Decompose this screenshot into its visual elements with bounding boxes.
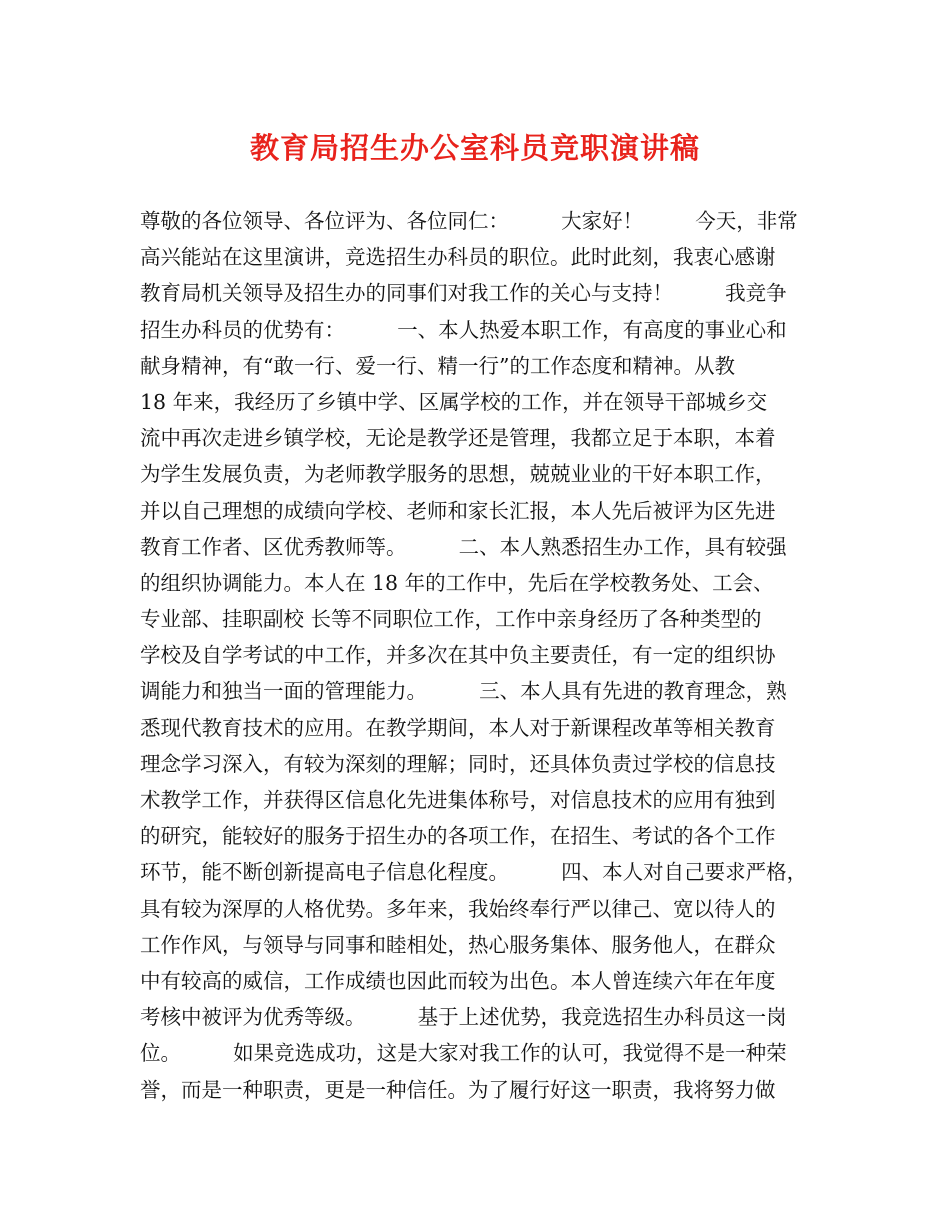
body-line: 尊敬的各位领导、各位评为、各位同仁： 大家好！ 今天，非常 <box>140 209 798 233</box>
body-line: 的组织协调能力。本人在 18 年的工作中，先后在学校教务处、工会、 <box>140 570 774 595</box>
body-line: 高兴能站在这里演讲，竞选招生办科员的职位。此时此刻，我衷心感谢 <box>140 245 776 270</box>
body-line: 悉现代教育技术的应用。在教学期间，本人对于新课程改革等相关教育 <box>140 715 776 740</box>
body-line: 献身精神，有“敢一行、爱一行、精一行”的工作态度和精神。从教 <box>140 353 735 378</box>
body-line: 教育工作者、区优秀教师等。 二、本人熟悉招生办工作，具有较强 <box>140 534 787 559</box>
body-line: 具有较为深厚的人格优势。多年来，我始终奉行严以律己、宽以待人的 <box>140 896 776 921</box>
body-line: 并以自己理想的成绩向学校、老师和家长汇报，本人先后被评为区先进 <box>140 498 776 523</box>
body-line: 誉，而是一种职责，更是一种信任。为了履行好这一职责，我将努力做 <box>140 1077 776 1102</box>
body-line: 18 年来，我经历了乡镇中学、区属学校的工作，并在领导干部城乡交 <box>140 389 768 414</box>
document-body <box>140 203 830 1108</box>
body-line: 中有较高的威信，工作成绩也因此而较为出色。本人曾连续六年在年度 <box>140 968 776 993</box>
body-line: 的研究，能较好的服务于招生办的各项工作，在招生、考试的各个工作 <box>140 824 776 849</box>
body-line: 学校及自学考试的中工作，并多次在其中负主要责任，有一定的组织协 <box>140 643 776 668</box>
body-line: 专业部、挂职副校 长等不同职位工作，工作中亲身经历了各种类型的 <box>140 607 762 632</box>
document-title: 教育局招生办公室科员竞职演讲稿 <box>249 131 700 165</box>
body-line: 理念学习深入，有较为深刻的理解；同时，还具体负责过学校的信息技 <box>140 751 776 776</box>
body-line: 术教学工作，并获得区信息化先进集体称号，对信息技术的应用有独到 <box>140 788 776 812</box>
body-line: 调能力和独当一面的管理能力。 三、本人具有先进的教育理念，熟 <box>140 679 787 704</box>
body-line: 流中再次走进乡镇学校，无论是教学还是管理，我都立足于本职，本着 <box>140 426 776 451</box>
body-line: 工作作风，与领导与同事和睦相处，热心服务集体、服务他人，在群众 <box>140 932 776 957</box>
body-line: 为学生发展负责，为老师教学服务的思想，兢兢业业的干好本职工作， <box>140 462 776 487</box>
body-line: 招生办科员的优势有： 一、本人热爱本职工作，有高度的事业心和 <box>140 317 787 342</box>
body-line: 位。 如果竞选成功，这是大家对我工作的认可，我觉得不是一种荣 <box>140 1041 787 1066</box>
body-line: 环节，能不断创新提高电子信息化程度。 四、本人对自己要求严格， <box>140 860 808 885</box>
body-line: 考核中被评为优秀等级。 基于上述优势，我竞选招生办科员这一岗 <box>140 1005 787 1030</box>
body-line: 教育局机关领导及招生办的同事们对我工作的关心与支持！ 我竞争 <box>140 281 787 306</box>
